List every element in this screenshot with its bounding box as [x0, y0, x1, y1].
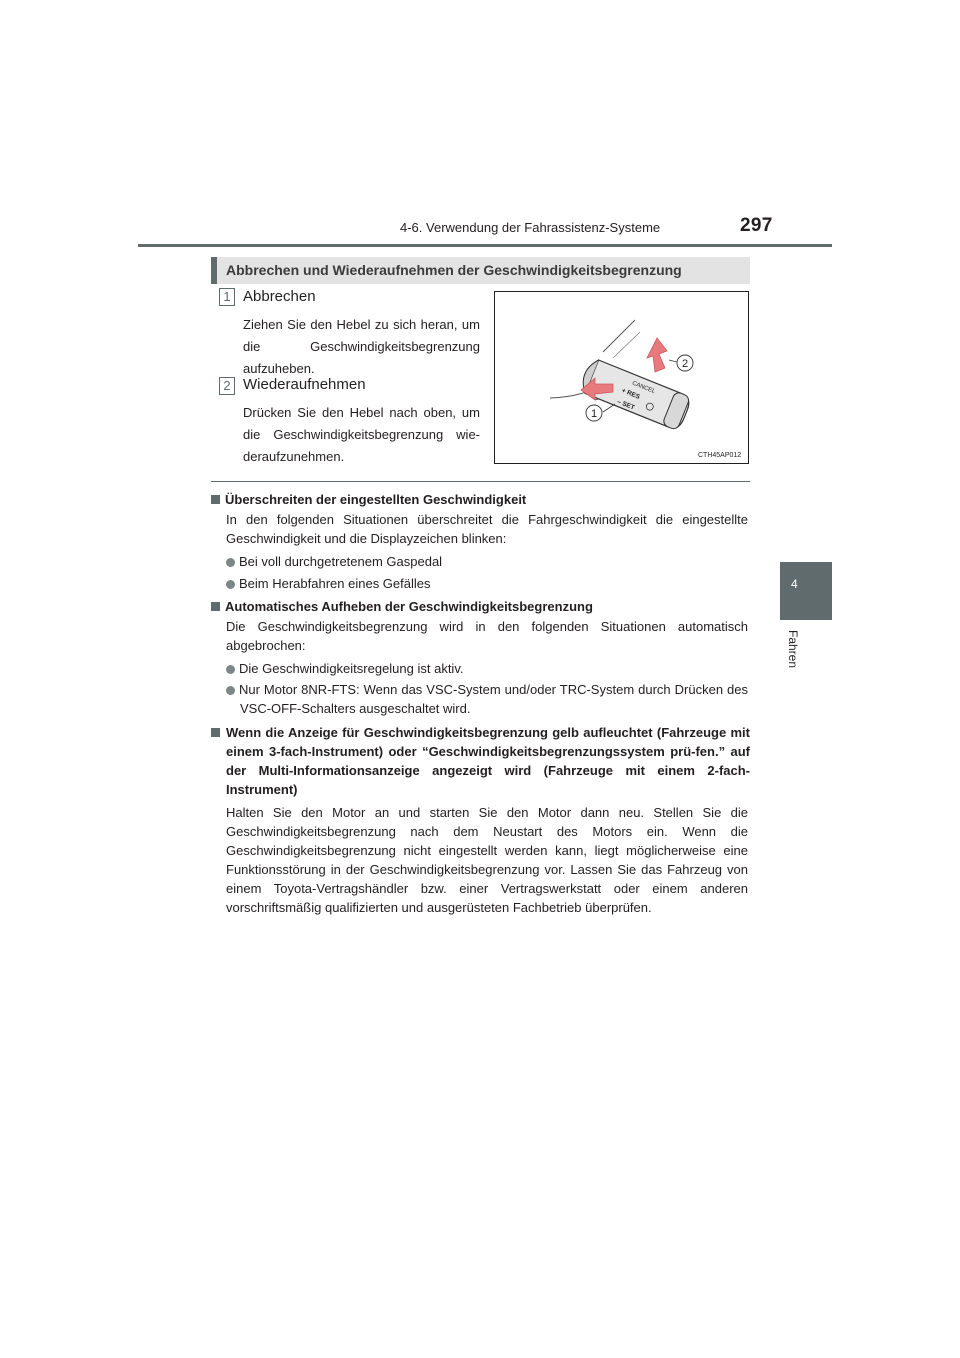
- chapter-label: Fahren: [786, 630, 800, 669]
- section-divider: [211, 481, 750, 482]
- note-1-bullet-2: Beim Herabfahren eines Gefälles: [226, 574, 748, 593]
- circle-bullet-icon: [226, 665, 235, 674]
- section-heading: Abbrechen und Wiederaufnehmen der Geschwindigkeitsbegrenzung: [226, 262, 682, 278]
- section-title: 4-6. Verwendung der Fahrassistenz-Systeme: [400, 220, 661, 235]
- note-2-bullet-1: Die Geschwindigkeitsregelung ist aktiv.: [226, 659, 748, 678]
- item-1-body: Ziehen Sie den Hebel zu sich heran, um die Geschwindigkeitsbegrenzung aufzuheben.: [243, 317, 480, 376]
- chapter-tab[interactable]: [780, 562, 832, 620]
- heading-bar-accent: [211, 257, 217, 284]
- note-2-text: Die Geschwindigkeitsbegrenzung wird in den folgenden Situationen automatisch abgebrochen:: [226, 619, 748, 653]
- lever-figure: [494, 291, 749, 464]
- lever-illustration: [495, 292, 748, 463]
- square-bullet-icon: [211, 602, 220, 611]
- chapter-number: 4: [791, 577, 798, 591]
- item-1-number: 1: [219, 288, 235, 306]
- lever-label-set: – SET: [616, 398, 636, 412]
- note-1-bullet-1: Bei voll durchgetretenem Gaspedal: [226, 552, 748, 571]
- arrow-up-icon: [647, 338, 667, 372]
- circle-bullet-icon: [226, 686, 235, 695]
- callout-1: 1: [590, 408, 598, 420]
- square-bullet-icon: [211, 728, 220, 737]
- item-2-number: 2: [219, 377, 235, 395]
- note-1-heading: Überschreiten der eingestellten Geschwindigkeit: [211, 490, 526, 509]
- note-2-heading: Automatisches Aufheben der Geschwindigkeitsbegrenzung: [211, 597, 593, 616]
- circle-bullet-icon: [226, 580, 235, 589]
- circle-bullet-icon: [226, 558, 235, 567]
- item-1-title: Abbrechen: [243, 288, 316, 305]
- note-3-text: Halten Sie den Motor an und starten Sie den Motor dann neu. Stellen Sie die Geschwindigkeitsbegrenzung nach dem Neustart des Motors ein. Wenn die Geschwindigkeitsbegrenzung nicht eingestellt werden kann, liegt möglicherweise eine Funktionsstörung in der Geschwindigkeitsbegrenzung vor. Lassen Sie das Fahrzeug von einem Toyota-Vertragshändler bzw. einer Vertragswerkstatt oder einem anderen vorschriftsmäßig qualifizierten und ausgerüsteten Fachbetrieb überprüfen.: [226, 805, 748, 915]
- item-2-title: Wiederaufnehmen: [243, 376, 366, 393]
- note-2-bullet-2: Nur Motor 8NR-FTS: Wenn das VSC-System und/oder TRC-System durch Drücken des VSC-OFF-Schalters ausgeschaltet wird.: [226, 680, 748, 718]
- lever-label-cancel: CANCEL: [631, 380, 656, 396]
- header-rule: [138, 244, 832, 247]
- note-1-text: In den folgenden Situationen überschreitet die Fahrgeschwindigkeit die eingestellte Geschwindigkeit und die Displayzeichen blinken:: [226, 512, 748, 546]
- figure-code: CTH45AP012: [698, 452, 742, 459]
- item-2-body: Drücken Sie den Hebel nach oben, um die Geschwindigkeitsbegrenzung wie-deraufzunehmen.: [243, 405, 480, 464]
- square-bullet-icon: [211, 495, 220, 504]
- page-number: 297: [740, 215, 773, 236]
- lever-label-res: + RES: [620, 387, 641, 401]
- callout-2: 2: [681, 358, 689, 370]
